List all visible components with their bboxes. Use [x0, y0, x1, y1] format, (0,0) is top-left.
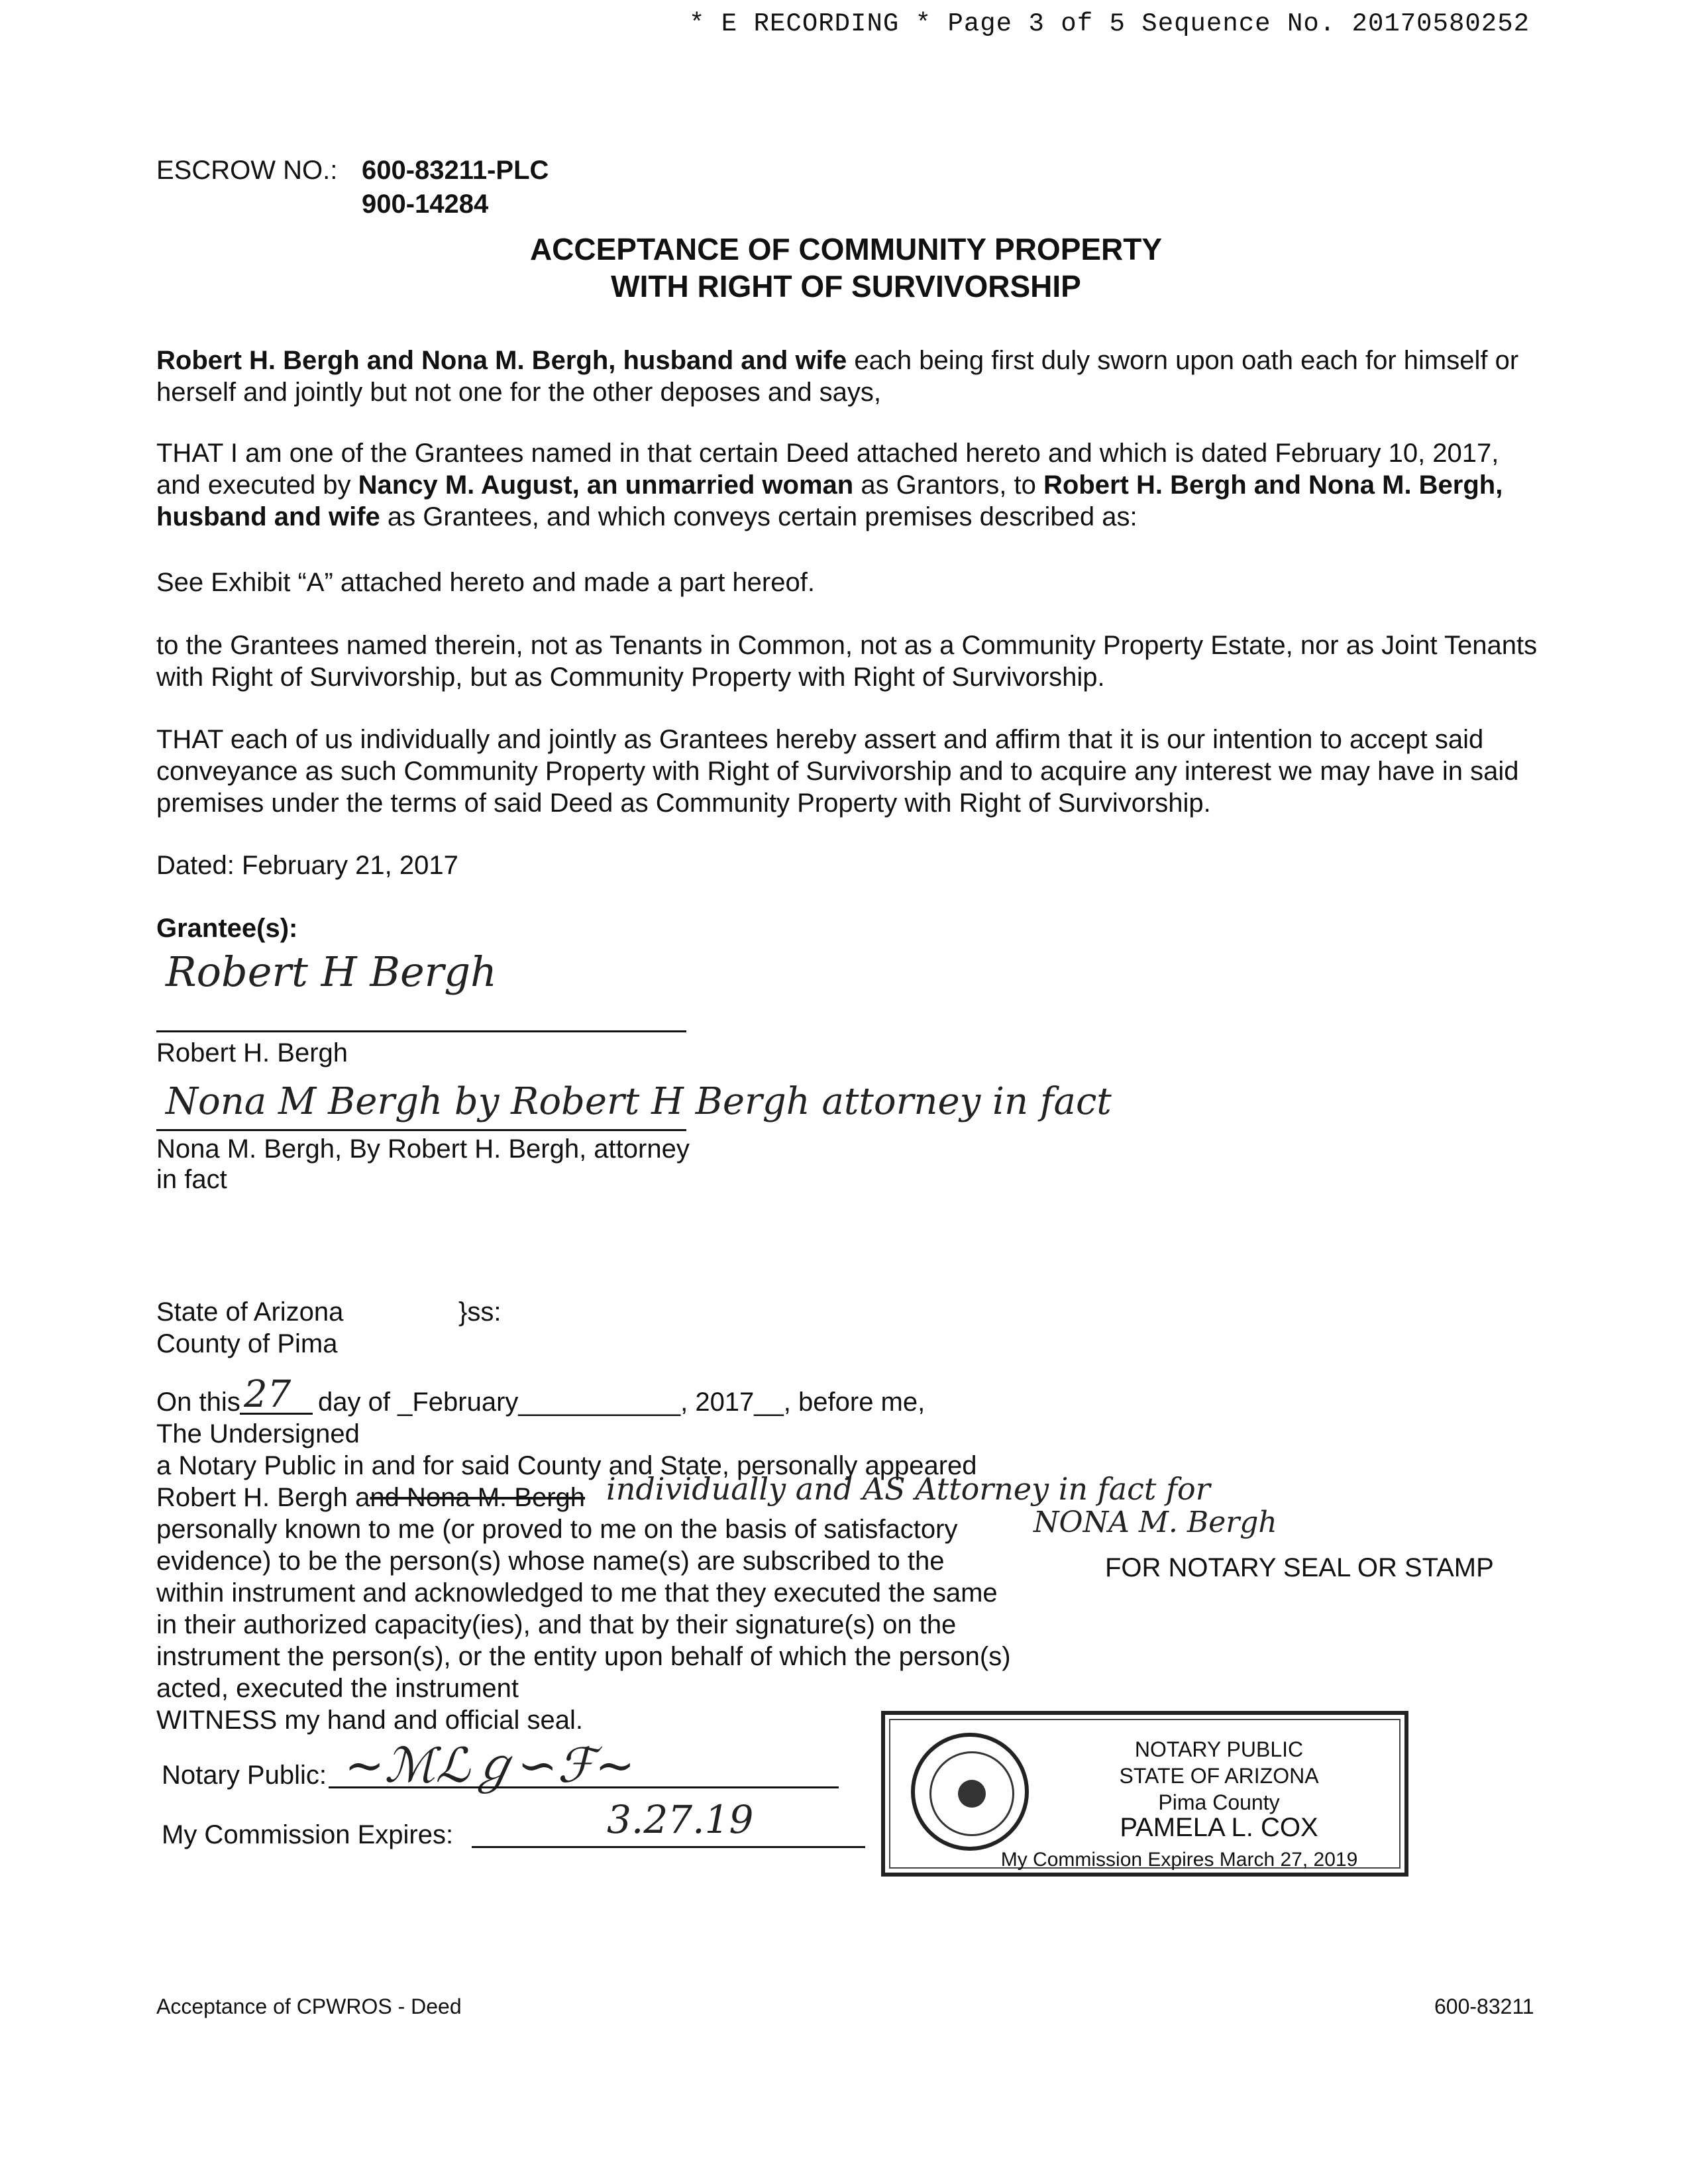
day-line	[240, 1413, 313, 1415]
document-title: ACCEPTANCE OF COMMUNITY PROPERTY	[529, 232, 1163, 266]
seal-note: FOR NOTARY SEAL OR STAMP	[1105, 1553, 1494, 1582]
escrow-label: ESCROW NO.:	[156, 156, 338, 185]
venue-ss: }ss:	[458, 1297, 502, 1327]
signer-name-2-cont: in fact	[156, 1165, 227, 1194]
paragraph-tenancy: to the Grantees named therein, not as Tenants in Common, not as a Community Property Estate, nor as Joint Tenants with Right of Survivorship, but as Community Property with Right of Survivorship.	[156, 631, 1538, 692]
ack-line-3: personally known to me (or proved to me on the basis of satisfactory	[156, 1515, 958, 1544]
notary-label: Notary Public:	[162, 1761, 327, 1790]
expires-date: 3.27.19	[607, 1797, 754, 1842]
ack-line-1: a Notary Public in and for said County and State, personally appeared	[156, 1451, 977, 1480]
signer-name: Robert H. Bergh	[156, 1038, 348, 1067]
ack-line-8: acted, executed the instrument	[156, 1674, 519, 1703]
venue-state: State of Arizona	[156, 1297, 344, 1327]
ack-day: 27	[244, 1373, 291, 1416]
paragraph-affirmation: THAT each of us individually and jointly as Grantees hereby assert and affirm that it is our intention to accept said conveyance as such Community Property with Right of Survivorship and to acquire any interest we may have in said premises under the terms of said Deed as Community Property with Right of Survivorship.	[156, 725, 1519, 818]
ack-line-6: in their authorized capacity(ies), and that by their signature(s) on the	[156, 1610, 957, 1639]
signature-nona: Nona M Bergh by Robert H Bergh attorney in fact	[166, 1080, 1112, 1123]
paragraph-exhibit: See Exhibit “A” attached hereto and made a part hereof.	[156, 568, 815, 597]
escrow-number: 600-83211-PLC	[362, 156, 549, 185]
ack-line-4: evidence) to be the person(s) whose name(s) are subscribed to the	[156, 1547, 945, 1576]
notary-signature-line	[329, 1786, 839, 1788]
signature-line	[156, 1030, 686, 1032]
footer-doc-name: Acceptance of CPWROS - Deed	[156, 1994, 462, 2018]
ack-line-9: WITNESS my hand and official seal.	[156, 1706, 583, 1735]
signer-name-2: Nona M. Bergh, By Robert H. Bergh, attorney	[156, 1134, 690, 1164]
notary-signature-icon: ∼ℳℒℊ∽ℱ∼	[344, 1737, 635, 1793]
ack-on-this: On this	[156, 1388, 240, 1417]
ack-handwritten-nona: NONA M. Bergh	[1033, 1505, 1277, 1539]
ack-line-2: Robert H. Bergh and Nona M. Bergh	[156, 1483, 586, 1512]
signature-robert: Robert H Bergh	[166, 948, 497, 996]
recording-header: * E RECORDING * Page 3 of 5 Sequence No. 20170580252	[689, 9, 1530, 38]
signature-line-2	[156, 1129, 686, 1131]
ack-line-5: within instrument and acknowledged to me that they executed the same	[156, 1578, 998, 1608]
expires-label: My Commission Expires:	[162, 1820, 454, 1849]
footer-file-number: 600-83211	[1434, 1994, 1534, 2018]
stamp-title: NOTARY PUBLIC	[1134, 1737, 1304, 1761]
dated-line: Dated: February 21, 2017	[156, 851, 458, 880]
paragraph-deponents: Robert H. Bergh and Nona M. Bergh, husband and wife each being first duly sworn upon oath each for himself or herself and jointly but not one for the other deposes and says,	[156, 346, 1519, 407]
ack-undersigned: The Undersigned	[156, 1419, 360, 1448]
stamp-notary-name: PAMELA L. COX	[1120, 1813, 1318, 1842]
state-seal-icon	[911, 1733, 1029, 1851]
stamp-expiration: My Commission Expires March 27, 2019	[1000, 1849, 1358, 1871]
stamp-state: STATE OF ARIZONA	[1119, 1764, 1319, 1788]
stamp-county: Pima County	[1158, 1790, 1280, 1814]
ack-line-7: instrument the person(s), or the entity upon behalf of which the person(s)	[156, 1642, 1011, 1671]
ack-handwritten-capacity: individually and AS Attorney in fact for	[606, 1471, 1210, 1507]
grantees-label: Grantee(s):	[156, 914, 298, 943]
document-title-2: WITH RIGHT OF SURVIVORSHIP	[611, 269, 1081, 303]
expires-line	[472, 1846, 865, 1848]
escrow-number-2: 900-14284	[362, 190, 489, 219]
ack-day-of: day of _February___________, 2017__, before me,	[318, 1388, 925, 1417]
paragraph-deed: THAT I am one of the Grantees named in that certain Deed attached hereto and which is dated February 10, 2017, and executed by Nancy M. August, an unmarried woman as Grantors, to Robert H. Bergh and Nona M. Bergh, husband and wife as Grantees, and which conveys certain premises described as:	[156, 439, 1503, 531]
venue-county: County of Pima	[156, 1329, 338, 1358]
